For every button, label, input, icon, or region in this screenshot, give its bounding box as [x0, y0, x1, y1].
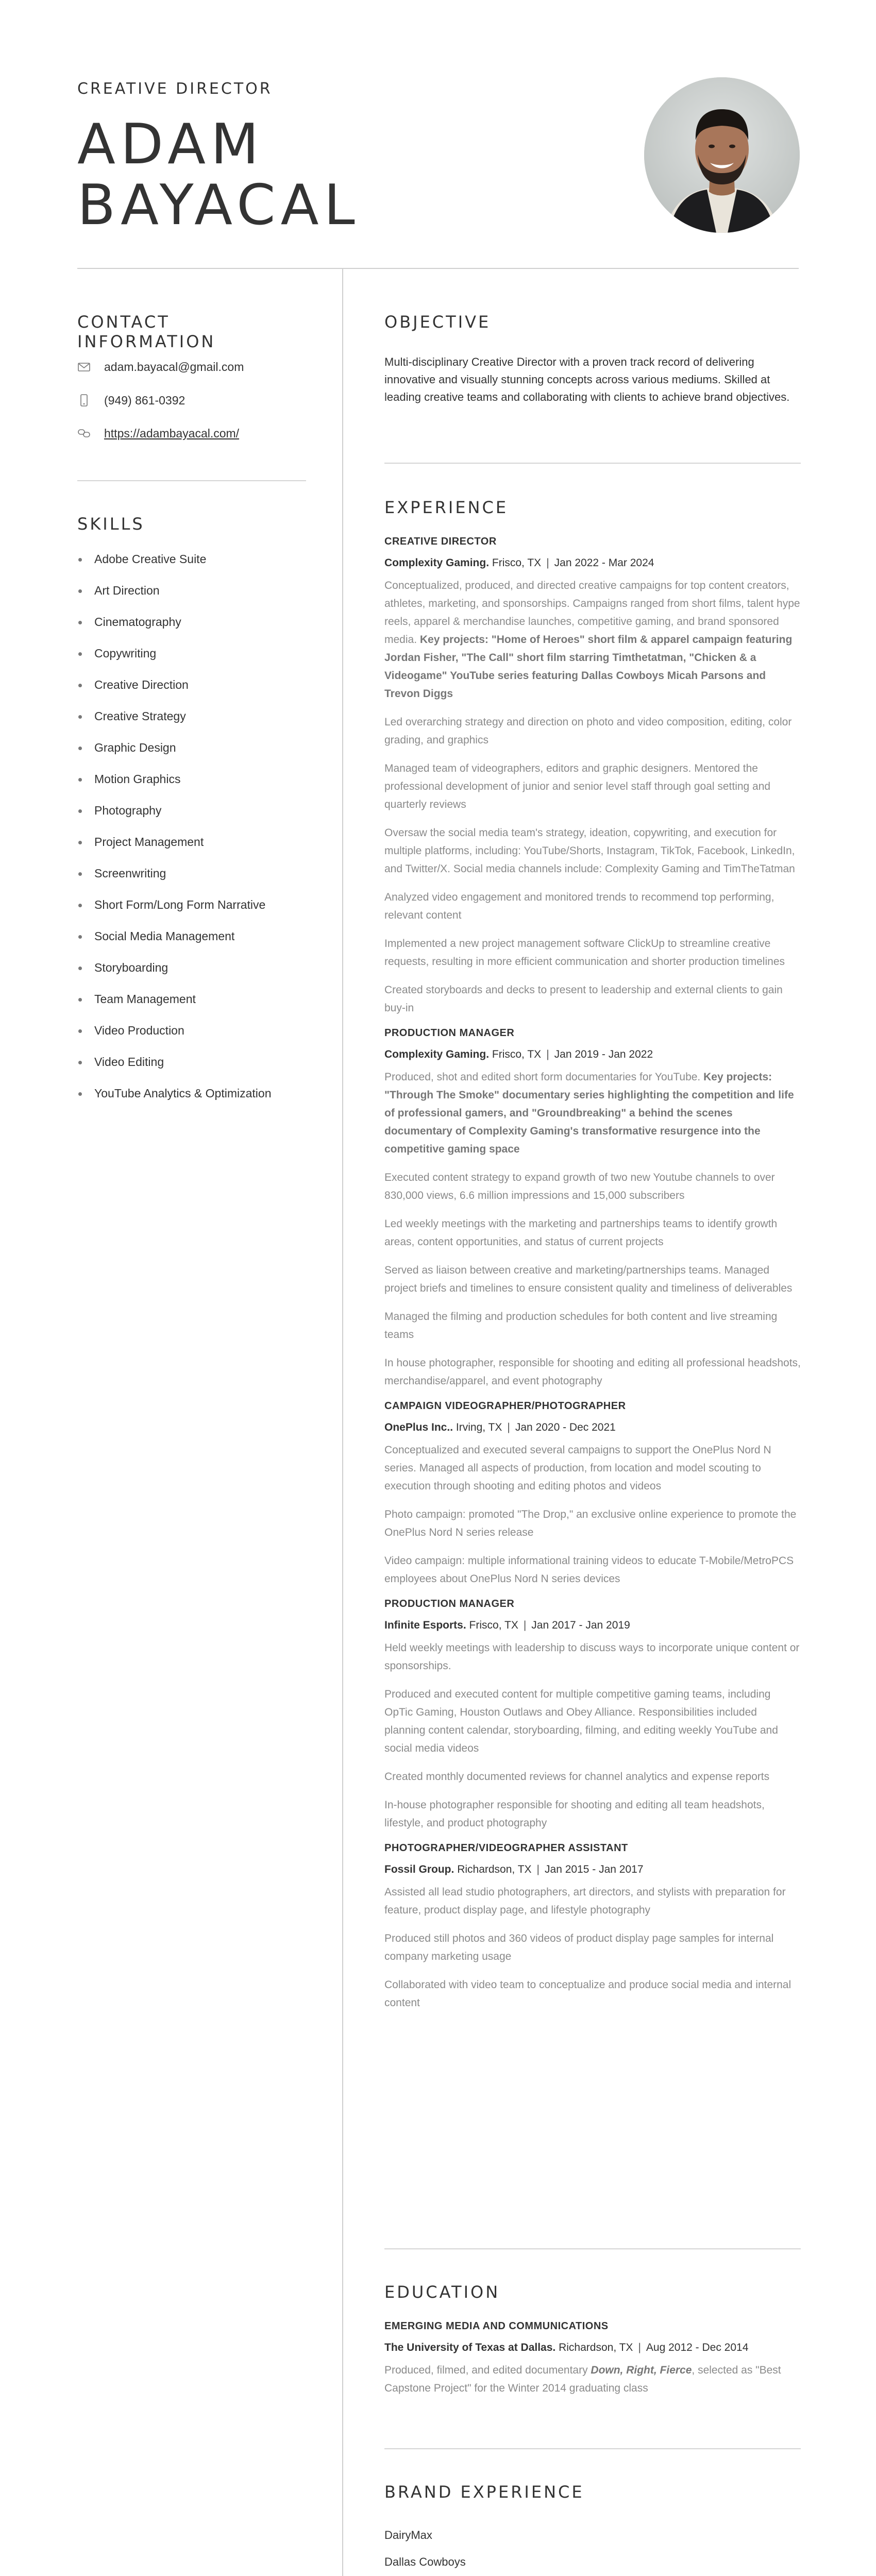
job-dates: Jan 2019 - Jan 2022 — [554, 1048, 653, 1060]
experience-list — [384, 536, 801, 2022]
bullet-text: Oversaw the social media team's strategy, ideation, copywriting, and execution for multiple platforms, including: YouTube/Shorts, Instagram, TikTok, Facebook, LinkedIn, and Twitter/X. Social media channels include: Complexity Gaming and TimTheTatman — [384, 827, 795, 875]
skill-item — [77, 835, 271, 867]
company-name: Complexity Gaming. — [384, 557, 490, 569]
skill-label: Short Form/Long Form Narrative — [94, 898, 266, 911]
skill-item — [77, 552, 271, 584]
bullet-dot — [78, 558, 82, 562]
school-name: The University of Texas at Dallas. — [384, 2342, 556, 2353]
edu-desc-part: , selected as "Best Capstone Project" for the Winter 2014 graduating class — [384, 2364, 781, 2394]
skill-item — [77, 804, 271, 835]
bullet-dot — [78, 935, 82, 939]
skill-item — [77, 961, 271, 992]
skill-item — [77, 1024, 271, 1055]
bullet-text: Managed the filming and production schedules for both content and live streaming teams — [384, 1311, 778, 1341]
bullet-text: Implemented a new project management software ClickUp to streamline creative requests, resulting in more efficient communication and shorter production timelines — [384, 938, 785, 968]
degree-title: EMERGING MEDIA AND COMMUNICATIONS — [384, 2320, 609, 2332]
job-meta — [384, 1048, 801, 1061]
bullet-dot — [78, 684, 82, 687]
job-location: Irving, TX — [456, 1421, 502, 1433]
bullet-dot — [78, 809, 82, 813]
job-bullet — [384, 713, 801, 749]
objective-divider — [384, 463, 801, 464]
bullet-text: Executed content strategy to expand growth of two new Youtube channels to over 830,000 views, 6.6 million impressions and 15,000 subscribers — [384, 1172, 775, 1201]
skill-item — [77, 678, 271, 709]
column-divider — [342, 268, 343, 2576]
job-title: CREATIVE DIRECTOR — [384, 536, 497, 547]
job-entry — [384, 1027, 801, 1390]
first-name: ADAM — [77, 112, 264, 177]
school-location: Richardson, TX — [559, 2342, 633, 2353]
sidebar-divider — [77, 480, 306, 481]
job-bullet — [384, 1552, 801, 1588]
job-bullet — [384, 1796, 801, 1832]
contact-website[interactable] — [77, 423, 239, 444]
skill-label: Video Production — [94, 1024, 184, 1037]
skill-label: Social Media Management — [94, 929, 235, 943]
skill-label: Team Management — [94, 992, 196, 1006]
skill-item — [77, 867, 271, 898]
job-meta — [384, 1421, 801, 1434]
education-section-title: EDUCATION — [384, 2282, 500, 2302]
company-name: Infinite Esports. — [384, 1619, 466, 1631]
job-entry — [384, 1598, 801, 1832]
bullet-key-projects: Key projects: "Home of Heroes" short film & apparel campaign featuring Jordan Fisher, "The Call" short film starring Timthetatman, "Chicken & a Videogame" YouTube series featuring Dallas Cowboys Micah Parsons and Trevon Diggs — [384, 634, 793, 700]
company-name: Complexity Gaming. — [384, 1048, 490, 1060]
education-meta — [384, 2342, 801, 2354]
bullet-text: Conceptualized and executed several campaigns to support the OnePlus Nord N series. Managed all aspects of production, from location and model scouting to execution through shooting and editing photos and videos — [384, 1444, 771, 1492]
job-bullet — [384, 981, 801, 1017]
bullet-dot — [78, 1061, 82, 1064]
full-name — [77, 114, 360, 236]
job-entry — [384, 1842, 801, 2012]
job-dates: Jan 2017 - Jan 2019 — [531, 1619, 630, 1631]
job-location: Frisco, TX — [469, 1619, 518, 1631]
skill-label: Creative Strategy — [94, 709, 186, 723]
meta-separator: | — [638, 2342, 641, 2353]
phone-text[interactable]: (949) 861-0392 — [104, 393, 186, 407]
job-bullet — [384, 1685, 801, 1757]
link-icon — [77, 427, 91, 440]
bullet-text: Video campaign: multiple informational training videos to educate T-Mobile/MetroPCS employees about OnePlus Nord N series devices — [384, 1555, 794, 1585]
job-title: PHOTOGRAPHER/VIDEOGRAPHER ASSISTANT — [384, 1842, 628, 1854]
skill-item — [77, 898, 271, 929]
skill-label: Copywriting — [94, 647, 157, 660]
education-entry — [384, 2320, 801, 2408]
header-divider — [77, 268, 799, 269]
contact-email[interactable] — [77, 357, 244, 377]
website-link[interactable]: https://adambayacal.com/ — [104, 426, 240, 440]
skill-item — [77, 929, 271, 961]
bullet-text: Assisted all lead studio photographers, art directors, and stylists with preparation for feature, product display page, and lifestyle photography — [384, 1886, 786, 1916]
skill-label: Screenwriting — [94, 867, 166, 880]
company-name: Fossil Group. — [384, 1863, 454, 1875]
skill-label: YouTube Analytics & Optimization — [94, 1087, 272, 1100]
job-dates: Jan 2020 - Dec 2021 — [515, 1421, 616, 1433]
skill-item — [77, 1055, 271, 1087]
bullet-dot — [78, 621, 82, 624]
bullet-dot — [78, 589, 82, 593]
job-entry — [384, 1400, 801, 1588]
bullet-dot — [78, 747, 82, 750]
bullet-key-projects: Key projects: "Through The Smoke" documentary series highlighting the competition and life of professional gamers, and "Groundbreaking" a behind the scenes documentary of Complexity Gaming's transformative resurgence into the competitive gaming space — [384, 1071, 794, 1155]
skill-item — [77, 615, 271, 647]
job-title: PRODUCTION MANAGER — [384, 1598, 515, 1609]
brand-item: DairyMax — [384, 2529, 432, 2541]
bullet-text: Collaborated with video team to conceptualize and produce social media and internal content — [384, 1979, 791, 2009]
skill-label: Creative Direction — [94, 678, 189, 691]
job-bullet — [384, 1505, 801, 1541]
skill-item — [77, 647, 271, 678]
avatar — [644, 77, 800, 233]
skill-label: Motion Graphics — [94, 772, 181, 786]
job-bullet — [384, 1308, 801, 1344]
bullet-dot — [78, 1092, 82, 1096]
job-bullet — [384, 1261, 801, 1297]
education-divider — [384, 2448, 801, 2449]
skill-item — [77, 741, 271, 772]
job-bullet — [384, 1354, 801, 1390]
contact-section-title: CONTACT INFORMATION — [77, 312, 216, 351]
bullet-dot — [78, 652, 82, 656]
job-bullet — [384, 1215, 801, 1251]
mail-icon — [77, 360, 91, 374]
objective-section-title: OBJECTIVE — [384, 312, 491, 332]
bullet-text: Held weekly meetings with leadership to discuss ways to incorporate unique content or sponsorships. — [384, 1642, 800, 1672]
bullet-text: Analyzed video engagement and monitored trends to recommend top performing, relevant content — [384, 891, 774, 921]
bullet-dot — [78, 715, 82, 719]
skill-label: Adobe Creative Suite — [94, 552, 207, 566]
bullet-dot — [78, 872, 82, 876]
job-dates: Jan 2022 - Mar 2024 — [554, 557, 654, 569]
skills-section-title: SKILLS — [77, 514, 145, 534]
edu-desc-title: Down, Right, Fierce — [591, 2364, 692, 2376]
job-meta — [384, 1619, 801, 1632]
experience-divider — [384, 2248, 801, 2249]
job-bullet — [384, 1068, 801, 1158]
job-location: Frisco, TX — [492, 1048, 542, 1060]
job-dates: Jan 2015 - Jan 2017 — [545, 1863, 644, 1875]
job-bullet — [384, 888, 801, 924]
job-bullet — [384, 1168, 801, 1205]
bullet-dot — [78, 967, 82, 970]
education-description — [384, 2361, 801, 2397]
meta-separator: | — [536, 1863, 540, 1875]
bullet-text: Photo campaign: promoted "The Drop," an exclusive online experience to promote the OnePlus Nord N series release — [384, 1509, 797, 1538]
bullet-text: Led weekly meetings with the marketing and partnerships teams to identify growth areas, content opportunities, and status of current projects — [384, 1218, 778, 1248]
skill-label: Art Direction — [94, 584, 160, 597]
bullet-text: Produced still photos and 360 videos of product display page samples for internal company marketing usage — [384, 1933, 774, 1962]
bullet-dot — [78, 1029, 82, 1033]
brand-section-title: BRAND EXPERIENCE — [384, 2482, 584, 2502]
job-entry — [384, 536, 801, 1017]
bullet-text: Managed team of videographers, editors and graphic designers. Mentored the professional development of junior and senior level staff through goal setting and quarterly reviews — [384, 762, 771, 810]
job-bullet — [384, 1883, 801, 1919]
skill-item — [77, 584, 271, 615]
job-location: Richardson, TX — [457, 1863, 532, 1875]
phone-icon — [77, 394, 91, 407]
bullet-text: Produced, shot and edited short form documentaries for YouTube. — [384, 1071, 704, 1083]
brand-list — [384, 2529, 549, 2576]
job-bullet — [384, 935, 801, 971]
bullet-text: Served as liaison between creative and marketing/partnerships teams. Managed project briefs and timelines to ensure consistent quality and timeliness of deliverables — [384, 1264, 793, 1294]
job-bullet — [384, 1768, 801, 1786]
edu-desc-part: Produced, filmed, and edited documentary — [384, 2364, 591, 2376]
job-bullet — [384, 759, 801, 814]
experience-section-title: EXPERIENCE — [384, 498, 509, 517]
job-bullet — [384, 1441, 801, 1495]
skill-label: Project Management — [94, 835, 204, 849]
job-title: CAMPAIGN VIDEOGRAPHER/PHOTOGRAPHER — [384, 1400, 626, 1412]
objective-text: Multi-disciplinary Creative Director with a proven track record of delivering innovative and visually stunning concepts across various mediums. Skilled at leading creative teams and collaborating with clients to achieve brand objectives. — [384, 355, 790, 403]
meta-separator: | — [507, 1421, 510, 1433]
job-role: CREATIVE DIRECTOR — [77, 80, 273, 98]
skill-item — [77, 772, 271, 804]
bullet-text: Created monthly documented reviews for channel analytics and expense reports — [384, 1771, 770, 1783]
job-bullet — [384, 577, 801, 703]
bullet-text: In house photographer, responsible for shooting and editing all professional headshots, merchandise/apparel, and event photography — [384, 1357, 801, 1387]
job-location: Frisco, TX — [492, 557, 542, 569]
brand-item: Dallas Cowboys — [384, 2555, 466, 2568]
skill-label: Photography — [94, 804, 162, 817]
meta-separator: | — [546, 1048, 549, 1060]
job-meta — [384, 1863, 801, 1876]
skill-label: Video Editing — [94, 1055, 164, 1069]
portrait-photo — [644, 77, 800, 233]
skill-label: Graphic Design — [94, 741, 176, 754]
bullet-dot — [78, 998, 82, 1002]
job-bullet — [384, 1929, 801, 1965]
bullet-text: Produced and executed content for multiple competitive gaming teams, including OpTic Gaming, Houston Outlaws and Obey Alliance. Responsibilities included planning content calendar, storyboarding, filming, and editing weekly YouTube and social media videos — [384, 1688, 778, 1754]
resume-header — [77, 0, 799, 268]
skills-list — [77, 552, 271, 1118]
bullet-text: Created storyboards and decks to present to leadership and external clients to gain buy-in — [384, 984, 783, 1014]
meta-separator: | — [546, 557, 549, 569]
job-bullet — [384, 1976, 801, 2012]
bullet-text: In-house photographer responsible for shooting and editing all team headshots, lifestyle, and product photography — [384, 1799, 765, 1829]
job-bullet — [384, 824, 801, 878]
bullet-text: Conceptualized, produced, and directed creative campaigns for top content creators, athletes, marketing, and sponsorships. Campaigns ranged from short films, talent hype reels, apparel & merchandise launches, competitive gaming, and brand sponsored media. — [384, 580, 800, 646]
email-text[interactable]: adam.bayacal@gmail.com — [104, 360, 244, 374]
contact-phone[interactable] — [77, 390, 185, 411]
bullet-text: Led overarching strategy and direction on photo and video composition, editing, color grading, and graphics — [384, 716, 792, 746]
skill-label: Cinematography — [94, 615, 181, 629]
skill-item — [77, 992, 271, 1024]
bullet-dot — [78, 778, 82, 782]
last-name: BAYACAL — [77, 173, 360, 238]
company-name: OnePlus Inc.. — [384, 1421, 453, 1433]
skill-label: Storyboarding — [94, 961, 169, 974]
skill-item — [77, 709, 271, 741]
bullet-dot — [78, 841, 82, 844]
bullet-dot — [78, 904, 82, 907]
skill-item — [77, 1087, 271, 1118]
school-dates: Aug 2012 - Dec 2014 — [646, 2342, 749, 2353]
meta-separator: | — [523, 1619, 527, 1631]
job-bullet — [384, 1639, 801, 1675]
job-title: PRODUCTION MANAGER — [384, 1027, 515, 1039]
job-meta — [384, 557, 801, 569]
